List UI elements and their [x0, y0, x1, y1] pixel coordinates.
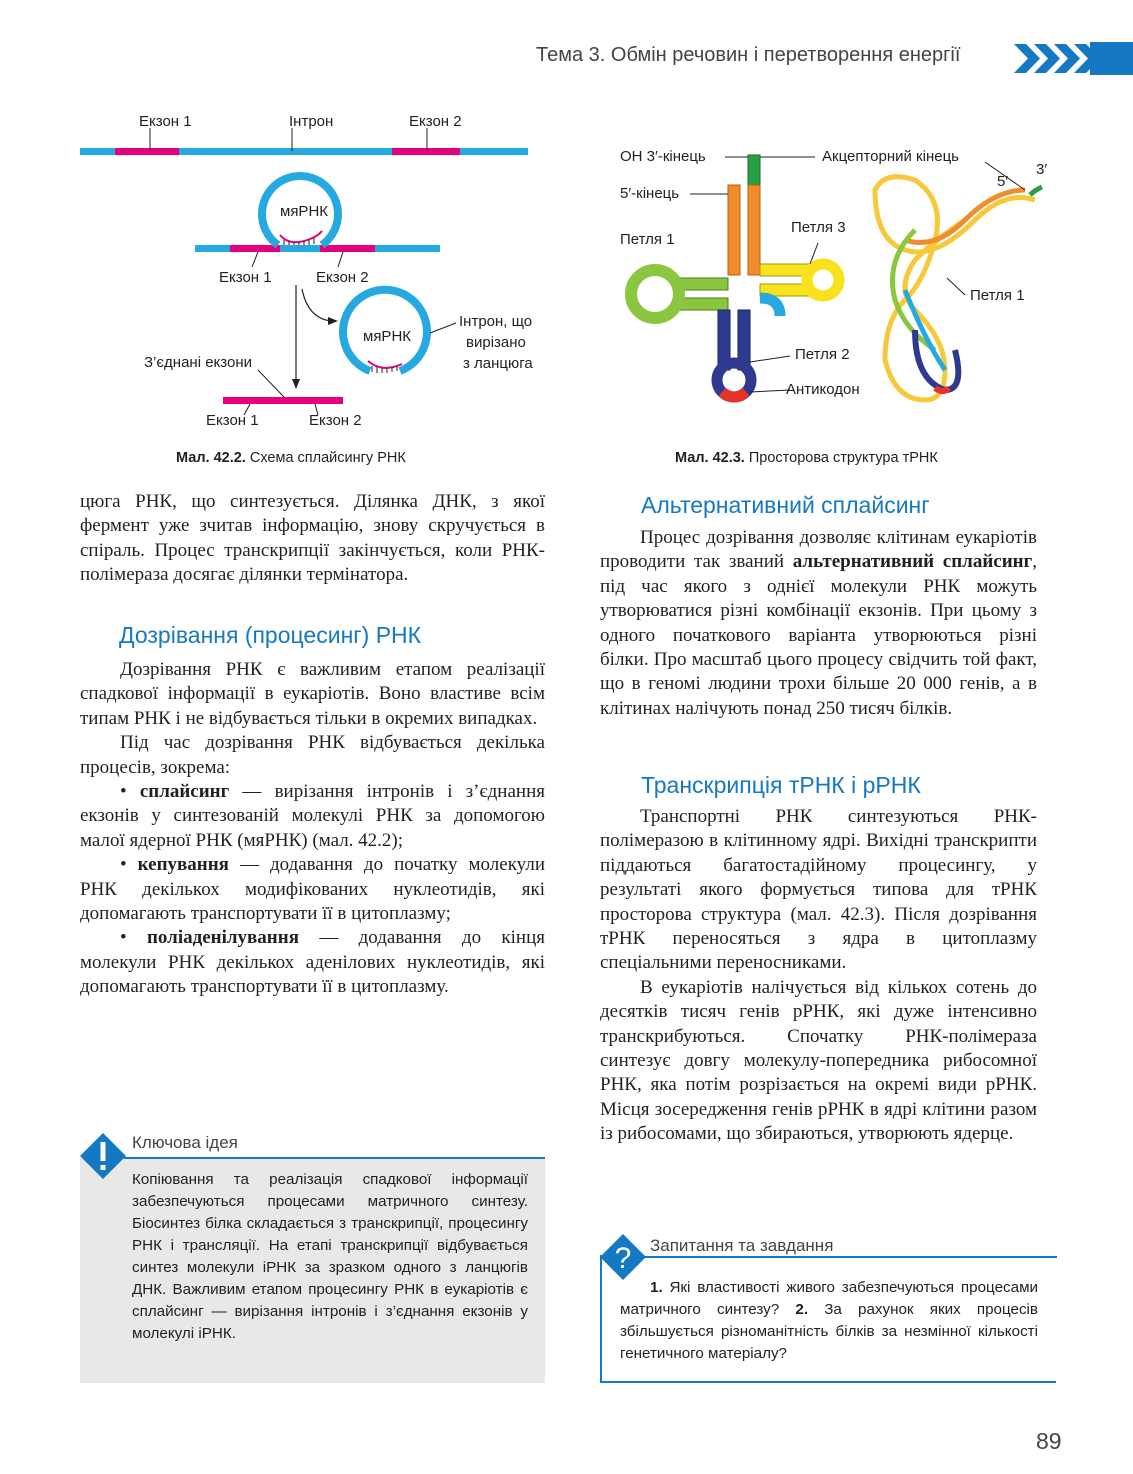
key-idea-text: Копіювання та реалізація спадкової інформації забезпечуються процесами матричного синтезу. Біосинтез білка складається з транскрипції, процесингу РНК і трансляції. На етапі транскрипції відбувається синтез молекули іРНК за зразком одного з ланцюгів ДНК. Важливим етапом процесингу РНК в еукаріотів є сплайсинг — вирізання інтронів і з’єднання екзонів у молекулі іРНК.	[132, 1171, 528, 1342]
label-exon2-mid: Екзон 2	[316, 269, 369, 286]
right-paragraph-1: Процес дозрівання дозволяє клітинам еукаріотів проводити так званий альтернативний сплайсинг, під час якого з однієї молекули РНК можуть утворюватися різні комбінації екзонів. При цьому з одного початкового варіанта утворюються різні білки. Про масштаб цього процесу свідчить той факт, що в геномі людини трохи більше 20 000 генів, а в клітинах налічують понад 250 тисяч білків.	[600, 527, 1037, 719]
label-intron-top: Інтрон	[289, 113, 334, 130]
page-number: 89	[1036, 1428, 1062, 1454]
label-exon2-top: Екзон 2	[409, 113, 462, 130]
questions-text: 1. Які властивості живого забезпечуються процесами матричного синтезу? 2. За рахунок яких процесів збільшується різноманітність білків за незмінної кількості генетичного матеріалу?	[620, 1279, 1038, 1362]
chevron-arrows-icon	[1012, 42, 1092, 75]
key-idea-title: Ключова ідея	[132, 1133, 238, 1152]
left-paragraph-2: Дозрівання РНК є важливим етапом реалізації спадкової інформації в еукаріотів. Воно властиве всім типам РНК і не відбувається тільки в окремих випадках.	[80, 659, 545, 729]
left-paragraph-1: цюга РНК, що синтезується. Ділянка ДНК, з якої фермент уже зчитав інформацію, знову скручується в спіраль. Процес транскрипції закінчується, коли РНК-полімераза досягає ділянки термінатора.	[80, 491, 545, 586]
figure-caption-42-2: Мал. 42.2. Схема сплайсингу РНК	[176, 450, 406, 466]
label-loop3: Петля 3	[791, 219, 846, 236]
label-3-prime: 3′	[1036, 161, 1048, 178]
right-body	[600, 805, 1037, 1147]
questions-title: Запитання та завдання	[650, 1236, 834, 1255]
right-paragraph-2: Транспортні РНК синтезуються РНК-полімеразою в клітинному ядрі. Вихідні транскрипти піддаються багатостадійному процесингу, у результаті якого формується типова для тРНК просторова структура (мал. 42.3). Після дозрівання тРНК переносяться з ядра в цитоплазму спеціальними переносниками.	[600, 806, 1037, 974]
question-mark-icon	[600, 1234, 646, 1280]
heading-maturation: Дозрівання (процесинг) РНК	[119, 622, 422, 648]
right-paragraph-3: В еукаріотів налічується від кількох сотень до десятків тисяч генів рРНК, які дуже інтенсивно транскрибуються. Спочатку РНК-полімераза синтезує довгу молекулу-попередника рибосомної РНК, яка потім розрізається на окремі види рРНК. Місця зосередження генів рРНК в ядрі клітини разом із рибосомами, що збираються, утворюють ядерце.	[600, 976, 1037, 1145]
heading-alt-splicing: Альтернативний сплайсинг	[641, 492, 930, 518]
label-acceptor-end: Акцепторний кінець	[822, 148, 959, 165]
label-intron-cut-1: Інтрон, що	[459, 313, 533, 330]
label-loop2: Петля 2	[795, 346, 850, 363]
label-snrna-1: мяРНК	[280, 203, 329, 220]
left-paragraph-3: Під час дозрівання РНК відбувається декілька процесів, зокрема:	[80, 732, 545, 778]
label-exon2-bot: Екзон 2	[309, 412, 362, 429]
label-exon1-top: Екзон 1	[139, 113, 192, 130]
header-band	[1090, 42, 1133, 75]
label-joined-exons: З’єднані екзони	[144, 354, 252, 371]
label-loop1-left: Петля 1	[620, 231, 675, 248]
bullet-capping: • кепування — додавання до початку молекули РНК декількох модифікованих нуклеотидів, які допомагають транспортувати її в цитоплазму;	[80, 854, 545, 925]
exclamation-icon	[80, 1133, 126, 1179]
key-idea-rule	[124, 1157, 545, 1159]
figure-caption-42-3: Мал. 42.3. Просторова структура тРНК	[675, 450, 938, 466]
label-anticodon: Антикодон	[786, 381, 860, 398]
label-5-end: 5′-кінець	[620, 185, 680, 202]
bullet-polyadenylation: • поліаденілування — додавання до кінця молекули РНК декількох аденілових нуклеотидів, які допомагають транспортувати її в цитоплазму.	[80, 927, 545, 998]
left-body	[80, 658, 545, 1000]
label-intron-cut-2: вирізано	[466, 334, 526, 351]
bullet-splicing: • сплайсинг — вирізання інтронів і з’єднання екзонів у синтезованій молекулі РНК за допомогою малої ядерної РНК (мяРНК) (мал. 42.2);	[80, 781, 545, 851]
label-exon1-mid: Екзон 1	[219, 269, 272, 286]
questions-rule	[645, 1256, 1057, 1258]
label-exon1-bot: Екзон 1	[206, 412, 259, 429]
label-oh-end: ОН 3′-кінець	[620, 148, 706, 165]
label-5-prime: 5′	[997, 173, 1009, 190]
running-header: Тема 3. Обмін речовин і перетворення енергії	[536, 44, 961, 66]
heading-trna-transcription: Транскрипція тРНК і рРНК	[641, 772, 921, 798]
splicing-diagram	[70, 105, 550, 435]
label-loop1-right: Петля 1	[970, 287, 1025, 304]
label-snrna-2: мяРНК	[363, 328, 412, 345]
svg-text:?: ?	[614, 1242, 632, 1275]
label-intron-cut-3: з ланцюга	[463, 355, 533, 372]
